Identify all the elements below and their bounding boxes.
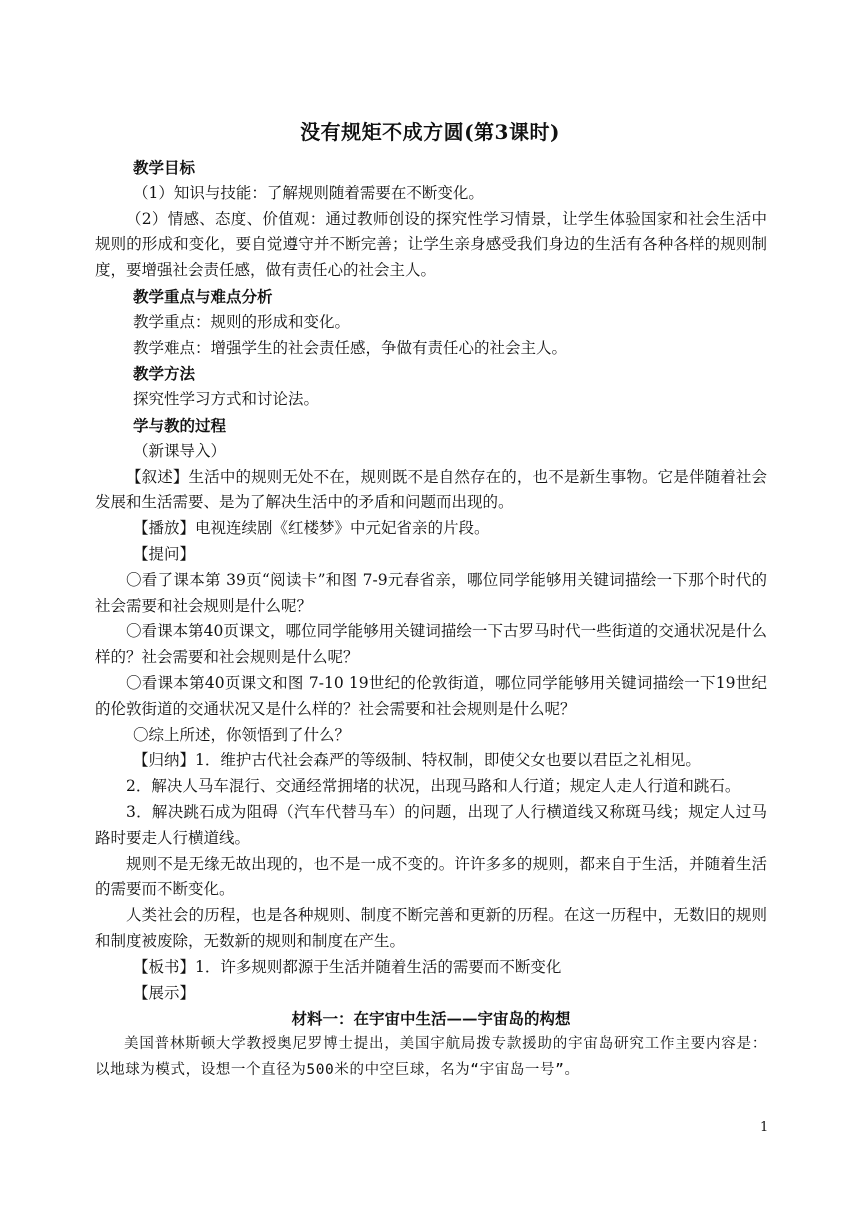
document-title: 没有规矩不成方圆(第3课时) [300,120,560,144]
question-4: 〇综上所述，你领悟到了什么？ [133,725,351,744]
goal-attitude: （2）情感、态度、价值观：通过教师创设的探究性学习情景，让学生体验国家和社会生活中规则的形成和变化，要自觉遵守并不断完善；让学生亲身感受我们身边的生活有各种各样的规则制度，要增强社会责任感，做有责任心的社会主人。 [95,209,767,280]
goals-heading: 教学目标 [133,158,196,177]
question-1: 〇看了课本第 39页“阅读卡”和图 7-9元春省亲，哪位同学能够用关键词描绘一下那个时代的社会需要和社会规则是什么呢？ [95,570,767,615]
material-title: 材料一：在宇宙中生活——宇宙岛的构想 [291,1009,571,1029]
summary-1: 【归纳】1．维护古代社会森严的等级制、特权制，即使父女也要以君臣之礼相见。 [133,751,701,770]
method-text: 探究性学习方式和讨论法。 [133,390,320,409]
show-label: 【展示】 [133,983,196,1002]
method-heading: 教学方法 [133,364,196,384]
summary-3: 3．解决跳石成为阻碍（汽车代替马车）的问题，出现了人行横道线又称斑马线；规定人过马路时要走人行横道线。 [95,802,767,847]
narrate-paragraph: 【叙述】生活中的规则无处不在，规则既不是自然存在的，也不是新生事物。它是伴随着社会发展和生活需要、是为了解决生活中的矛盾和问题而出现的。 [95,467,767,512]
summary-2: 2．解决人马车混行、交通经常拥堵的状况，出现马路和人行道；规定人走人行道和跳石。 [126,777,741,796]
difficult-point: 教学难点：增强学生的社会责任感，争做有责任心的社会主人。 [133,338,568,357]
intro-label: （新课导入） [133,441,227,460]
conclusion-2: 人类社会的历程，也是各种规则、制度不断完善和更新的历程。在这一历程中，无数旧的规则和制度被废除，无数新的规则和制度在产生。 [95,906,767,950]
process-heading: 学与教的过程 [133,415,227,435]
key-point: 教学重点：规则的形成和变化。 [133,312,351,331]
question-heading: 【提问】 [133,544,196,563]
conclusion-1: 规则不是无缘无故出现的，也不是一成不变的。许许多多的规则，都来自于生活，并随着生活的需要而不断变化。 [95,854,767,899]
question-3: 〇看课本第40页课文和图 7-10 19世纪的伦敦街道，哪位同学能够用关键词描绘一下19世纪的伦敦街道的交通状况又是什么样的？社会需要和社会规则是什么呢？ [95,673,767,718]
question-2: 〇看课本第40页课文，哪位同学能够用关键词描绘一下古罗马时代一些街道的交通状况是什么样的？社会需要和社会规则是什么呢？ [95,622,767,667]
material-text: 美国普林斯顿大学教授奥尼罗博士提出，美国宇航局拨专款援助的宇宙岛研究工作主要内容是：以地球为模式，设想一个直径为500米的中空巨球，名为“宇宙岛一号”。 [95,1036,767,1078]
document-body [95,155,767,1084]
goal-knowledge: （1）知识与技能：了解规则随着需要在不断变化。 [133,183,484,202]
play-paragraph: 【播放】电视连续剧《红楼梦》中元妃省亲的片段。 [133,519,490,538]
board-note: 【板书】1．许多规则都源于生活并随着生活的需要而不断变化 [133,957,562,976]
key-difficult-heading: 教学重点与难点分析 [133,286,273,306]
page-number: 1 [760,1120,769,1135]
